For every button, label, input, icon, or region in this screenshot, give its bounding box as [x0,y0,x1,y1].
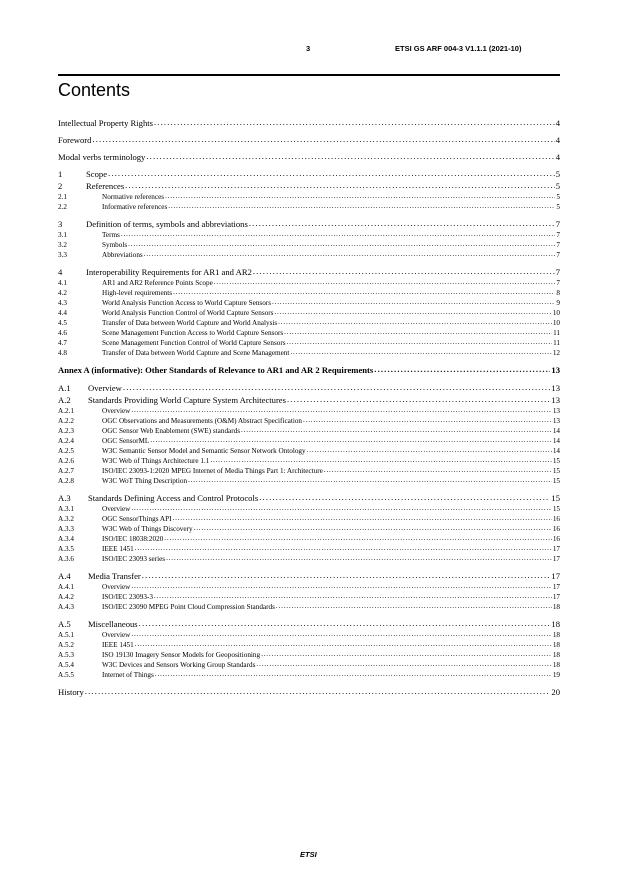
toc-entry-title: Terms [102,231,120,240]
toc-leader-dots [166,554,552,561]
toc-entry[interactable] [58,348,560,358]
toc-entry-title: Foreword [58,134,92,145]
page-title: Contents [58,80,131,100]
toc-entry-title: W3C Web of Things Discovery [102,525,193,534]
toc-entry-page: 5 [555,180,560,191]
toc-entry-number: A.2 [58,394,71,405]
toc-entry-title: Annex A (informative): Other Standards of Relevance to AR1 and AR 2 Requirements [58,364,374,375]
toc-entry-number: A.4.1 [58,583,74,592]
toc-entry[interactable] [58,338,560,348]
toc-entry[interactable] [58,456,560,466]
toc-entry-page: 12 [552,349,560,358]
toc-entry-number: 3.2 [58,241,67,250]
toc-entry-number: 4.5 [58,319,67,328]
header-rule [58,74,560,76]
toc-entry-page: 13 [552,417,560,426]
toc-entry-title: OGC SensorThings API [102,515,172,524]
toc-entry-number: A.2.6 [58,457,74,466]
toc-entry-page: 17 [552,555,560,564]
toc-leader-dots [188,476,552,483]
toc-entry[interactable] [58,382,560,394]
toc-leader-dots [123,382,551,391]
toc-leader-dots [307,446,552,453]
toc-leader-dots [154,592,552,599]
toc-entry-page: 11 [553,339,560,348]
toc-entry-title: W3C Semantic Sensor Model and Semantic Sensor Network Ontology [102,447,306,456]
toc-entry-title: High-level requirements [102,289,173,298]
footer-logo-text: ETSI [300,850,317,859]
toc-entry-title: AR1 and AR2 Reference Points Scope [102,279,213,288]
toc-entry-page: 4 [555,134,560,145]
toc-entry[interactable] [58,602,560,612]
toc-leader-dots [210,456,551,463]
toc-leader-dots [139,618,551,627]
header-document-id: ETSI GS ARF 004-3 V1.1.1 (2021-10) [395,44,522,53]
toc-entry-title: Media Transfer [88,570,141,581]
toc-entry-title: Scene Management Function Control of World Capture Sensors [102,339,286,348]
toc-entry[interactable] [58,151,560,168]
toc-entry-page: 15 [551,492,560,503]
toc-entry-page: 18 [552,661,560,670]
toc-entry-number: A.3.2 [58,515,74,524]
toc-entry-title: History [58,686,84,697]
toc-leader-dots [144,250,556,257]
toc-entry-page: 5 [556,193,560,202]
toc-entry[interactable] [58,218,560,230]
toc-leader-dots [259,492,550,501]
toc-entry[interactable] [58,406,560,416]
toc-entry[interactable] [58,298,560,308]
toc-entry-title: Standards Providing World Capture System Architectures [88,394,286,405]
toc-entry-number: A.5.4 [58,661,74,670]
toc-leader-dots [172,514,551,521]
toc-leader-dots [287,338,553,345]
toc-entry-title: Symbols [102,241,128,250]
toc-entry-number: 4 [58,266,63,277]
toc-entry-number: A.3.5 [58,545,74,554]
toc-entry-number: A.4.3 [58,603,74,612]
toc-entry-title: ISO/IEC 23093-1:2020 MPEG Internet of Media Things Part 1: Architecture [102,467,323,476]
toc-entry-page: 15 [552,467,560,476]
toc-entry-number: A.2.4 [58,437,74,446]
toc-entry[interactable] [58,364,560,382]
toc-entry[interactable] [58,230,560,240]
toc-leader-dots [85,686,551,695]
toc-entry-title: Transfer of Data between World Capture and Scene Management [102,349,290,358]
toc-entry-title: ISO/IEC 23093-3 [102,593,153,602]
toc-entry-page: 17 [552,593,560,602]
toc-leader-dots [290,348,551,355]
toc-entry-number: 4.6 [58,329,67,338]
toc-leader-dots [256,660,551,667]
toc-leader-dots [194,524,552,531]
toc-entry[interactable] [58,192,560,202]
toc-leader-dots [131,406,551,413]
toc-entry-title: W3C Web of Things Architecture 1.1 [102,457,210,466]
toc-entry[interactable] [58,618,560,630]
toc-entry-page: 7 [555,218,560,229]
toc-entry-number: A.3.1 [58,505,74,514]
toc-entry-number: 2 [58,180,63,191]
toc-leader-dots [253,266,555,275]
toc-entry-page: 14 [552,447,560,456]
toc-entry-number: A.5.3 [58,651,74,660]
toc-entry-title: Transfer of Data between World Capture and World Analysis [102,319,278,328]
toc-entry-title: ISO/IEC 23090 MPEG Point Cloud Compression Standards [102,603,275,612]
table-of-contents [58,117,560,703]
toc-entry-page: 16 [552,525,560,534]
toc-entry-page: 14 [552,437,560,446]
toc-entry[interactable] [58,266,560,278]
toc-leader-dots [274,308,551,315]
toc-entry-number: A.4.2 [58,593,74,602]
toc-leader-dots [142,570,551,579]
toc-leader-dots [173,288,555,295]
toc-entry-page: 15 [552,457,560,466]
toc-leader-dots [131,582,551,589]
toc-entry-title: ISO/IEC 23093 series [102,555,166,564]
toc-entry-number: A.3.4 [58,535,74,544]
toc-entry-title: Overview [102,583,131,592]
toc-entry-title: Scope [86,168,108,179]
toc-entry-page: 18 [552,641,560,650]
toc-entry-page: 17 [552,545,560,554]
toc-entry-page: 20 [551,686,560,697]
toc-entry-page: 15 [552,477,560,486]
toc-entry-number: 2.2 [58,203,67,212]
toc-entry-title: Miscellaneous [88,618,138,629]
toc-entry-title: World Analysis Function Control of World Capture Sensors [102,309,274,318]
toc-entry[interactable] [58,168,560,180]
toc-entry-number: A.4 [58,570,71,581]
toc-entry-number: 4.2 [58,289,67,298]
toc-entry[interactable] [58,544,560,554]
toc-entry-number: 2.1 [58,193,67,202]
toc-entry-page: 19 [552,671,560,680]
toc-entry-page: 4 [555,151,560,162]
toc-entry-title: IEEE 1451 [102,641,134,650]
toc-entry-page: 18 [552,631,560,640]
toc-entry[interactable] [58,134,560,151]
toc-entry-page: 11 [553,329,560,338]
toc-entry-page: 16 [552,515,560,524]
toc-entry-title: OGC Sensor Web Enablement (SWE) standards [102,427,241,436]
toc-leader-dots [155,670,552,677]
toc-entry-page: 8 [556,289,560,298]
toc-entry[interactable] [58,592,560,602]
toc-entry-title: Overview [102,505,131,514]
toc-entry[interactable] [58,394,560,406]
toc-entry[interactable] [58,650,560,660]
toc-leader-dots [135,544,552,551]
toc-entry-title: Scene Management Function Access to World Capture Sensors [102,329,284,338]
toc-entry-title: Internet of Things [102,671,154,680]
toc-leader-dots [287,394,550,403]
toc-entry-title: Overview [102,407,131,416]
toc-entry[interactable] [58,426,560,436]
toc-entry[interactable] [58,554,560,564]
toc-leader-dots [108,168,555,177]
toc-entry-page: 18 [551,618,560,629]
toc-entry-page: 5 [555,168,560,179]
toc-entry-number: 1 [58,168,63,179]
toc-entry-number: A.3.6 [58,555,74,564]
toc-entry-number: 3.3 [58,251,67,260]
toc-leader-dots [272,298,555,305]
toc-leader-dots [303,416,552,423]
toc-leader-dots [276,602,552,609]
toc-entry-number: 4.8 [58,349,67,358]
toc-entry[interactable] [58,670,560,680]
toc-entry-number: A.5.2 [58,641,74,650]
header-page-number: 3 [306,44,311,53]
toc-leader-dots [131,504,551,511]
toc-entry-number: A.3.3 [58,525,74,534]
toc-entry-title: Interoperability Requirements for AR1 and AR2 [86,266,252,277]
toc-entry-title: OGC SensorML [102,437,150,446]
toc-leader-dots [92,134,554,143]
toc-entry-title: IEEE 1451 [102,545,134,554]
toc-entry[interactable] [58,524,560,534]
toc-entry-number: 3 [58,218,63,229]
toc-leader-dots [135,640,552,647]
toc-entry[interactable] [58,328,560,338]
toc-leader-dots [261,650,552,657]
toc-leader-dots [146,151,554,160]
toc-entry-number: A.1 [58,382,71,393]
toc-entry-page: 14 [552,427,560,436]
toc-entry-number: A.5 [58,618,71,629]
toc-entry-title: W3C WoT Thing Description [102,477,188,486]
toc-entry-number: A.2.7 [58,467,74,476]
toc-entry-page: 13 [551,364,560,375]
toc-entry[interactable] [58,318,560,328]
toc-entry-number: A.2.1 [58,407,74,416]
toc-entry[interactable] [58,514,560,524]
toc-leader-dots [164,534,552,541]
toc-entry-page: 10 [552,319,560,328]
toc-entry-page: 10 [552,309,560,318]
toc-entry-number: A.2.3 [58,427,74,436]
toc-entry-title: Standards Defining Access and Control Protocols [88,492,259,503]
toc-entry[interactable] [58,288,560,298]
toc-entry[interactable] [58,240,560,250]
toc-leader-dots [121,230,556,237]
toc-entry[interactable] [58,250,560,260]
toc-leader-dots [278,318,552,325]
toc-entry-title: References [86,180,125,191]
toc-entry-page: 7 [556,279,560,288]
toc-leader-dots [374,364,550,373]
toc-entry[interactable] [58,570,560,582]
toc-entry-number: A.5.1 [58,631,74,640]
toc-entry[interactable] [58,466,560,476]
toc-entry[interactable] [58,504,560,514]
toc-entry-page: 18 [552,651,560,660]
toc-entry-title: W3C Devices and Sensors Working Group Standards [102,661,256,670]
toc-leader-dots [150,436,551,443]
toc-entry-title: Definition of terms, symbols and abbreviations [86,218,248,229]
toc-entry[interactable] [58,582,560,592]
toc-entry-title: ISO 19130 Imagery Sensor Models for Geopositioning [102,651,261,660]
toc-entry-page: 17 [552,583,560,592]
toc-entry-page: 9 [556,299,560,308]
toc-entry-page: 13 [551,394,560,405]
toc-entry-page: 17 [551,570,560,581]
toc-entry-title: Informative references [102,203,168,212]
toc-entry[interactable] [58,117,560,134]
toc-entry[interactable] [58,686,560,703]
toc-entry-page: 4 [555,117,560,128]
toc-leader-dots [324,466,552,473]
toc-entry-page: 7 [555,266,560,277]
toc-leader-dots [154,117,555,126]
toc-entry-title: Overview [88,382,122,393]
toc-entry-number: A.2.5 [58,447,74,456]
toc-entry-page: 7 [556,231,560,240]
toc-entry[interactable] [58,278,560,288]
toc-leader-dots [249,218,555,227]
toc-entry-title: Overview [102,631,131,640]
toc-leader-dots [214,278,556,285]
toc-leader-dots [284,328,552,335]
toc-entry-title: ISO/IEC 18038:2020 [102,535,164,544]
toc-entry-page: 18 [552,603,560,612]
toc-entry-title: World Analysis Function Access to World Capture Sensors [102,299,271,308]
toc-entry-title: Modal verbs terminology [58,151,146,162]
toc-leader-dots [168,202,555,209]
toc-entry-number: 4.3 [58,299,67,308]
toc-entry[interactable] [58,660,560,670]
toc-entry[interactable] [58,202,560,212]
toc-entry-number: 4.1 [58,279,67,288]
toc-entry-number: A.3 [58,492,71,503]
toc-entry-number: 4.7 [58,339,67,348]
toc-entry[interactable] [58,416,560,426]
toc-entry[interactable] [58,308,560,318]
toc-entry-number: A.2.2 [58,417,74,426]
toc-entry-page: 13 [551,382,560,393]
toc-entry-title: OGC Observations and Measurements (O&M) Abstract Specification [102,417,303,426]
toc-entry[interactable] [58,534,560,544]
toc-entry[interactable] [58,180,560,192]
toc-entry-number: 3.1 [58,231,67,240]
toc-leader-dots [165,192,555,199]
toc-entry-title: Intellectual Property Rights [58,117,153,128]
toc-entry-page: 7 [556,251,560,260]
toc-entry-title: Normative references [102,193,165,202]
toc-entry-page: 5 [556,203,560,212]
toc-entry-page: 7 [556,241,560,250]
toc-entry-page: 13 [552,407,560,416]
toc-entry-number: A.5.5 [58,671,74,680]
toc-leader-dots [128,240,555,247]
toc-entry[interactable] [58,640,560,650]
toc-entry[interactable] [58,630,560,640]
toc-entry-page: 15 [552,505,560,514]
toc-entry[interactable] [58,492,560,504]
toc-entry[interactable] [58,476,560,486]
toc-leader-dots [125,180,555,189]
toc-entry[interactable] [58,436,560,446]
toc-leader-dots [131,630,551,637]
toc-entry-number: 4.4 [58,309,67,318]
toc-entry-title: Abbreviations [102,251,143,260]
toc-leader-dots [241,426,552,433]
toc-entry-number: A.2.8 [58,477,74,486]
toc-entry[interactable] [58,446,560,456]
toc-entry-page: 16 [552,535,560,544]
